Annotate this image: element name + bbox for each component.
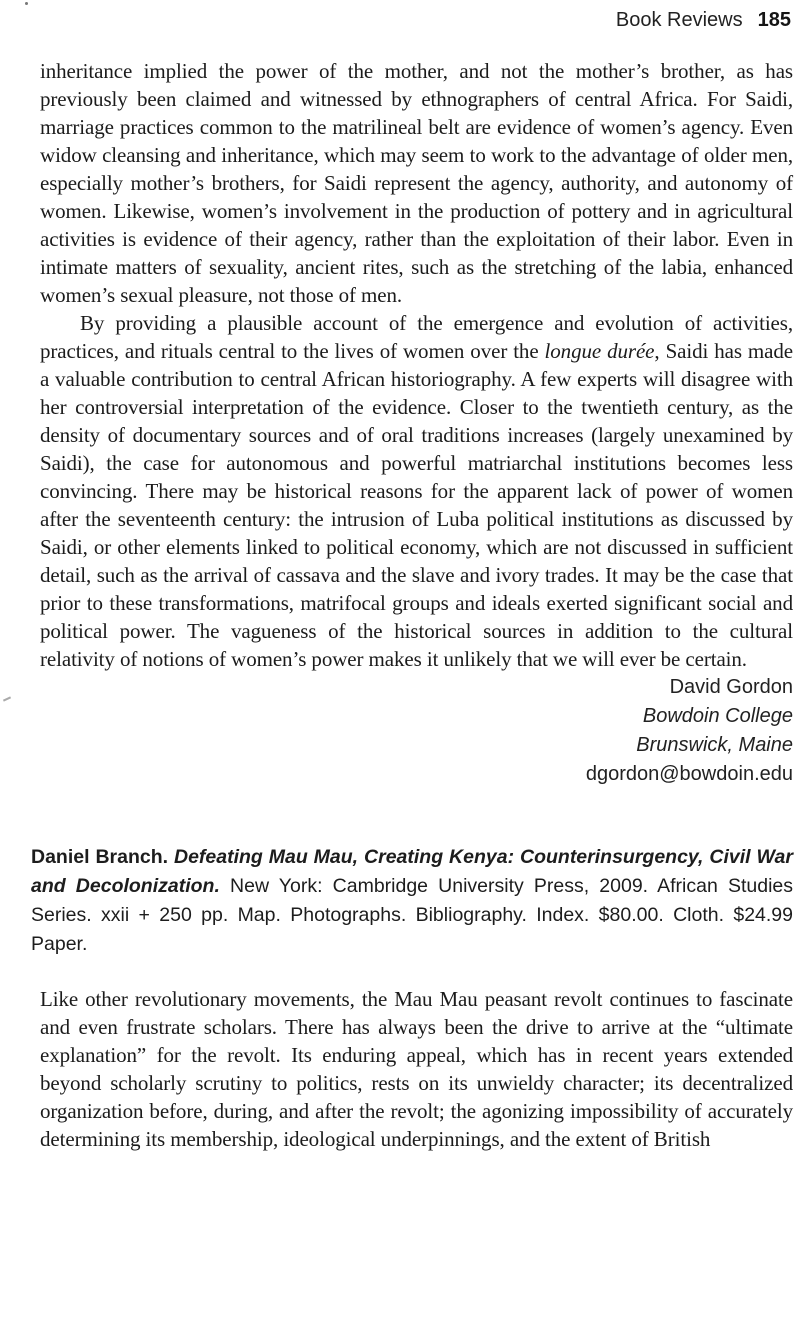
text-column (31, 57, 793, 1153)
citation-title: Defeating Mau Mau, Creating Kenya: Counterinsurgency, Civil War and Decolonization. (31, 846, 793, 897)
page-header (616, 8, 791, 32)
citation-author: Daniel Branch. (31, 846, 174, 868)
reviewer-affiliation: Bowdoin College (642, 705, 793, 727)
reviewer-signature (40, 673, 793, 789)
page-number: 185 (757, 9, 791, 31)
running-head-title: Book Reviews (615, 9, 743, 31)
review-paragraph: inheritance implied the power of the mother, and not the mother’s brother, as has previously been claimed and witnessed by ethnographers of central Africa. For Saidi, marriage practices common to the matrilineal belt are evidence of women’s agency. Even widow cleansing and inheritance, which may seem to work to the advantage of older men, especially mother’s brothers, for Saidi represent the agency, authority, and autonomy of women. Likewise, women’s involvement in the production of pottery and in agricultural activities is evidence of their agency, rather than the exploitation of their labor. Even in intimate matters of sexuality, ancient rites, such as the stretching of the labia, enhanced women’s sexual pleasure, not those of men. (40, 59, 793, 307)
paragraph-text: By providing a plausible account of the emergence and evolution of activities, practices, and rituals central to the lives of women over the (40, 311, 793, 363)
scan-artifact (3, 696, 11, 701)
reviewer-email: dgordon@bowdoin.edu (585, 763, 793, 785)
book-citation (31, 843, 793, 959)
scan-artifact (25, 2, 28, 5)
review-paragraph: Like other revolutionary movements, the Mau Mau peasant revolt continues to fascinate and even frustrate scholars. There has always been the drive to arrive at the “ultimate explanation” for the revolt. Its enduring appeal, which has in recent years extended beyond scholarly scrutiny to politics, rests on its unwieldy character; its decentralized organization before, during, and after the revolt; the agonizing impossibility of accurately determining its membership, ideological underpinnings, and the extent of British (40, 987, 793, 1151)
citation-details: New York: Cambridge University Press, 2009. African Studies Series. xxii + 250 pp. Map. Photographs. Bibliography. Index. $80.00. Cloth. $24.99 Paper. (31, 875, 793, 955)
review-paragraph (40, 309, 793, 673)
reviewer-location: Brunswick, Maine (636, 734, 793, 756)
italic-term: longue durée (544, 339, 655, 363)
reviewer-name: David Gordon (669, 676, 793, 698)
paragraph-text: , Saidi has made a valuable contribution to central African historiography. A few experts will disagree with her controversial interpretation of the evidence. Closer to the twentieth century, as the density of documentary sources and of oral traditions increases (largely unexamined by Saidi), the case for autonomous and powerful matriarchal institutions becomes less convincing. There may be historical reasons for the apparent lack of power of women after the seventeenth century: the intrusion of Luba political institutions as discussed by Saidi, or other elements linked to political economy, which are not discussed in sufficient detail, such as the arrival of cassava and the slave and ivory trades. It may be the case that prior to these transformations, matrifocal groups and ideals exerted significant social and political power. The vagueness of the historical sources in addition to the cultural relativity of notions of women’s power makes it unlikely that we will ever be certain. (40, 339, 793, 671)
